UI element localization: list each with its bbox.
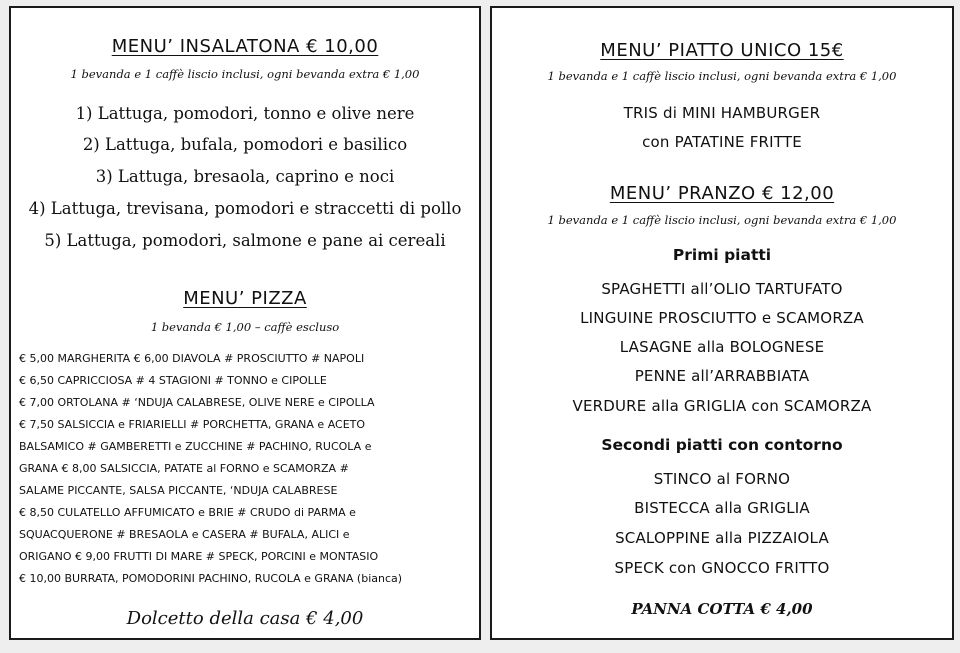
pizza-note: 1 bevanda € 1,00 – caffè escluso	[150, 320, 340, 334]
pizza-line: GRANA € 8,00 SALSICCIA, PATATE al FORNO e SCAMORZA #	[19, 462, 349, 475]
menu-panel-right	[490, 6, 954, 640]
insalatona-note: 1 bevanda e 1 caffè liscio inclusi, ogni bevanda extra € 1,00	[70, 67, 420, 81]
secondi-item: BISTECCA alla GRIGLIA	[634, 499, 810, 517]
insalatona-item: 1) Lattuga, pomodori, tonno e olive nere	[75, 104, 415, 123]
primi-item: LASAGNE alla BOLOGNESE	[619, 338, 825, 356]
insalatona-item: 4) Lattuga, trevisana, pomodori e straccetti di pollo	[28, 199, 462, 218]
pranzo-note: 1 bevanda e 1 caffè liscio inclusi, ogni bevanda extra € 1,00	[547, 213, 897, 227]
piatto-unico-item: TRIS di MINI HAMBURGER	[623, 104, 821, 122]
pizza-line: € 10,00 BURRATA, POMODORINI PACHINO, RUCOLA e GRANA (bianca)	[19, 572, 403, 585]
pizza-line: BALSAMICO # GAMBERETTI e ZUCCHINE # PACHINO, RUCOLA e	[19, 440, 372, 453]
insalatona-item: 5) Lattuga, pomodori, salmone e pane ai cereali	[44, 231, 446, 250]
pranzo-title: MENU’ PRANZO € 12,00	[609, 183, 835, 204]
pizza-line: SALAME PICCANTE, SALSA PICCANTE, ‘NDUJA CALABRESE	[19, 484, 338, 497]
pizza-line: SQUACQUERONE # BRESAOLA e CASERA # BUFALA, ALICI e	[19, 528, 350, 541]
insalatona-title: MENU’ INSALATONA € 10,00	[111, 36, 379, 57]
secondi-item: SPECK con GNOCCO FRITTO	[614, 559, 830, 577]
insalatona-item: 3) Lattuga, bresaola, caprino e noci	[95, 167, 395, 186]
piatto-unico-item: con PATATINE FRITTE	[642, 133, 802, 151]
secondi-heading: Secondi piatti con contorno	[601, 436, 843, 454]
primi-item: LINGUINE PROSCIUTTO e SCAMORZA	[580, 309, 864, 327]
primi-heading: Primi piatti	[672, 246, 772, 264]
secondi-item: SCALOPPINE alla PIZZAIOLA	[615, 529, 829, 547]
primi-item: VERDURE alla GRIGLIA con SCAMORZA	[572, 397, 872, 415]
pizza-line: € 8,50 CULATELLO AFFUMICATO e BRIE # CRUDO di PARMA e	[19, 506, 356, 519]
pizza-list	[19, 348, 473, 590]
panna-cotta-line: PANNA COTTA € 4,00	[631, 600, 813, 618]
dolcetto-line: Dolcetto della casa € 4,00	[126, 608, 364, 629]
menu-panel-left	[9, 6, 481, 640]
insalatona-item: 2) Lattuga, bufala, pomodori e basilico	[82, 135, 408, 154]
secondi-item: STINCO al FORNO	[653, 470, 791, 488]
primi-item: SPAGHETTI all’OLIO TARTUFATO	[601, 280, 843, 298]
pizza-line: € 7,50 SALSICCIA e FRIARIELLI # PORCHETTA, GRANA e ACETO	[19, 418, 366, 431]
pizza-title: MENU’ PIZZA	[183, 288, 307, 309]
pizza-line: € 5,00 MARGHERITA € 6,00 DIAVOLA # PROSCIUTTO # NAPOLI	[19, 352, 365, 365]
pizza-line: € 6,50 CAPRICCIOSA # 4 STAGIONI # TONNO e CIPOLLE	[19, 374, 327, 387]
pizza-line: € 7,00 ORTOLANA # ‘NDUJA CALABRESE, OLIVE NERE e CIPOLLA	[19, 396, 375, 409]
primi-item: PENNE all’ARRABBIATA	[634, 367, 810, 385]
piatto-unico-note: 1 bevanda e 1 caffè liscio inclusi, ogni bevanda extra € 1,00	[547, 69, 897, 83]
piatto-unico-title: MENU’ PIATTO UNICO 15€	[600, 40, 844, 61]
pizza-line: ORIGANO € 9,00 FRUTTI DI MARE # SPECK, PORCINI e MONTASIO	[19, 550, 379, 563]
